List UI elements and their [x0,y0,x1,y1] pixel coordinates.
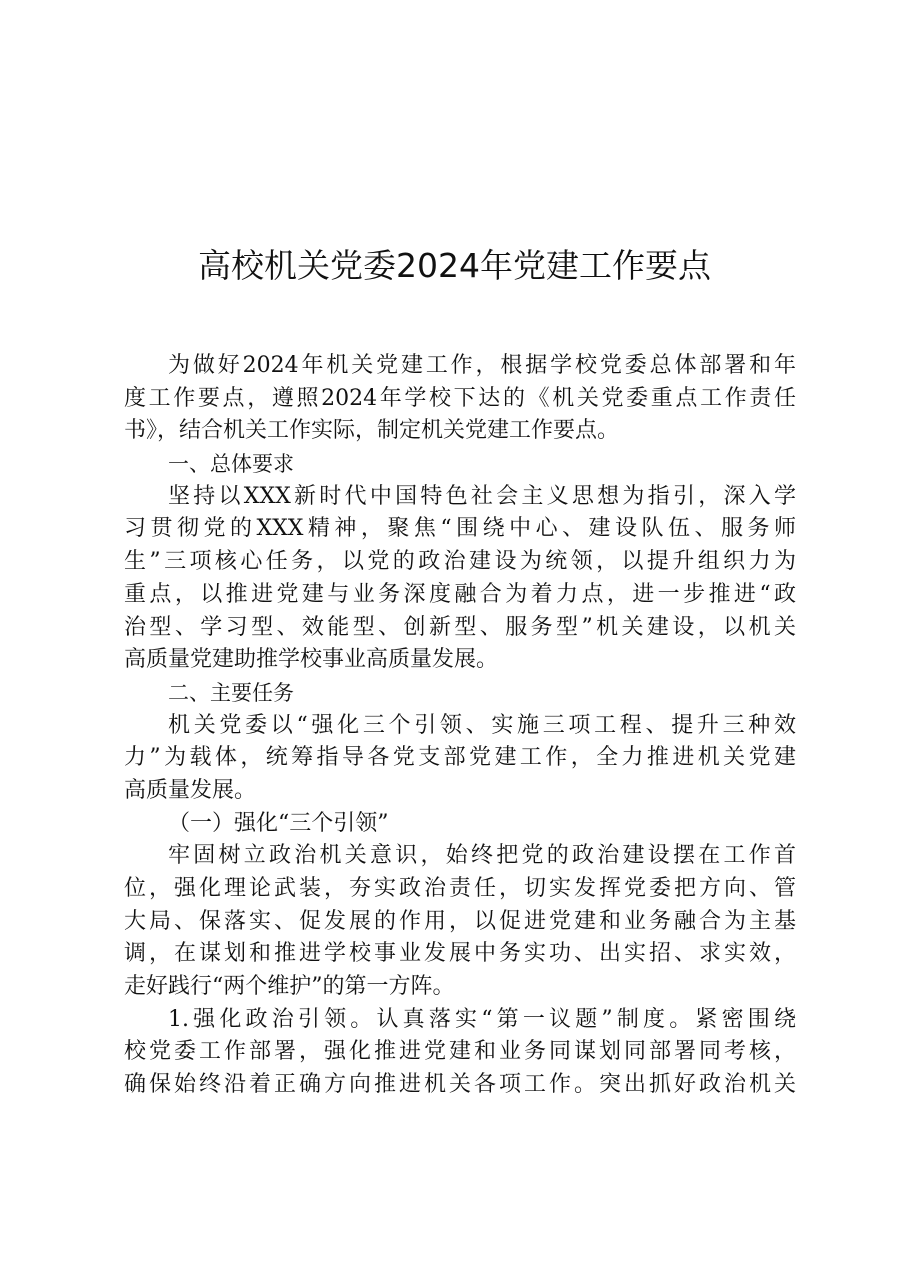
body-line: 习贯彻党的XXX精神，聚焦“围绕中心、建设队伍、服务师 [124,516,796,542]
body-line: 重点，以推进党建与业务深度融合为着力点，进一步推进“政 [124,581,796,607]
body-line: 为做好2024年机关党建工作，根据学校党委总体部署和年 [168,353,796,378]
body-line: 1.强化政治引领。认真落实“第一议题”制度。紧密围绕 [168,1006,796,1032]
body-line: 位，强化理论武装，夯实政治责任，切实发挥党委把方向、管 [124,876,796,901]
document-title: 高校机关党委2024年党建工作要点 [198,246,711,285]
body-line: 书》，结合机关工作实际，制定机关党建工作要点。 [124,418,620,444]
body-line: 治型、学习型、效能型、创新型、服务型”机关建设，以机关 [124,614,796,640]
body-line: 确保始终沿着正确方向推进机关各项工作。突出抓好政治机关 [124,1072,796,1098]
body-line: 调，在谋划和推进学校事业发展中务实功、出实招、求实效， [124,941,796,967]
body-line: 走好践行“两个维护”的第一方阵。 [124,974,455,1000]
body-line: 力”为载体，统筹指导各党支部党建工作，全力推进机关党建 [124,745,796,771]
section-heading: 二、主要任务 [168,680,294,705]
section-heading: 一、总体要求 [168,452,294,477]
body-line: 大局、保落实、促发展的作用，以促进党建和业务融合为主基 [124,908,796,934]
document-body [124,350,796,1102]
body-line: 高质量党建助推学校事业高质量发展。 [124,647,499,673]
body-line: 坚持以XXX新时代中国特色社会主义思想为指引，深入学 [168,483,796,509]
body-line: 校党委工作部署，强化推进党建和业务同谋划同部署同考核， [124,1039,796,1065]
body-line: 机关党委以“强化三个引领、实施三项工程、提升三种效 [168,712,796,738]
body-line: 生”三项核心任务，以党的政治建设为统领，以提升组织力为 [124,549,796,575]
body-line: 度工作要点，遵照2024年学校下达的《机关党委重点工作责任 [124,385,796,411]
body-line: 牢固树立政治机关意识，始终把党的政治建设摆在工作首 [168,843,796,869]
subsection-heading: （一）强化“三个引领” [168,810,389,836]
body-line: 高质量发展。 [124,777,257,803]
